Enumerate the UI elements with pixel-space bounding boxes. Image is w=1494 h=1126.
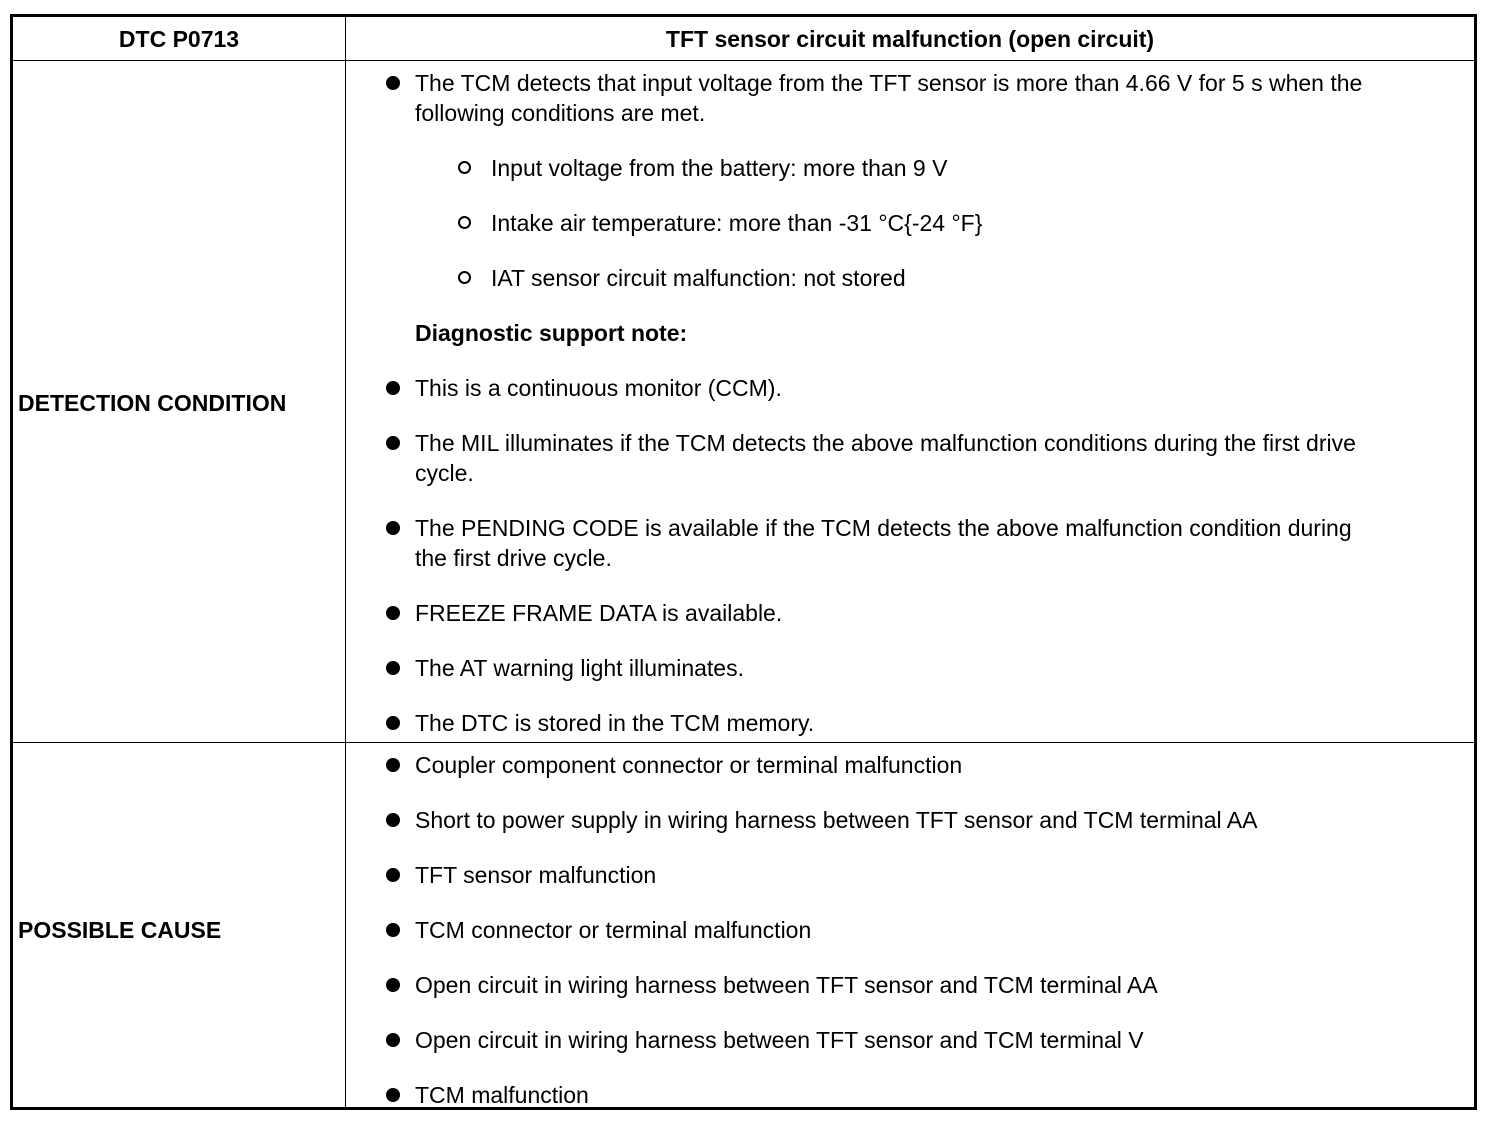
possible-cause-label: POSSIBLE CAUSE — [18, 917, 222, 943]
bullet-icon — [386, 1088, 400, 1102]
note-pending-line-2: the first drive cycle. — [415, 545, 612, 571]
sub-bullet-icon — [458, 161, 471, 174]
cause-tft-sensor: TFT sensor malfunction — [415, 862, 657, 888]
bullet-icon — [386, 76, 400, 90]
dtc-table — [10, 14, 1477, 1110]
bullet-icon — [386, 606, 400, 620]
note-dtc-stored: The DTC is stored in the TCM memory. — [415, 710, 815, 736]
cause-open-v: Open circuit in wiring harness between TFT sensor and TCM terminal V — [415, 1027, 1144, 1053]
bullet-icon — [386, 978, 400, 992]
bullet-icon — [386, 758, 400, 772]
bullet-icon — [386, 868, 400, 882]
cause-coupler: Coupler component connector or terminal malfunction — [415, 752, 963, 778]
bullet-icon — [386, 436, 400, 450]
diagnostic-note-label: Diagnostic support note: — [415, 320, 688, 346]
note-mil-line-1: The MIL illuminates if the TCM detects the above malfunction conditions during the first drive — [415, 430, 1356, 456]
bullet-icon — [386, 521, 400, 535]
bullet-icon — [386, 716, 400, 730]
note-mil-line-2: cycle. — [415, 460, 474, 486]
condition-battery: Input voltage from the battery: more than 9 V — [491, 155, 948, 181]
note-freeze-frame: FREEZE FRAME DATA is available. — [415, 600, 783, 626]
detection-main-line-2: following conditions are met. — [415, 100, 706, 126]
cause-tcm-connector: TCM connector or terminal malfunction — [415, 917, 812, 943]
dtc-title: TFT sensor circuit malfunction (open circuit) — [665, 25, 1155, 52]
cause-short-power: Short to power supply in wiring harness between TFT sensor and TCM terminal AA — [415, 807, 1258, 833]
cause-open-aa: Open circuit in wiring harness between TFT sensor and TCM terminal AA — [415, 972, 1158, 998]
row-divider — [13, 742, 1474, 743]
note-continuous-monitor: This is a continuous monitor (CCM). — [415, 375, 782, 401]
cause-tcm: TCM malfunction — [415, 1082, 589, 1108]
note-pending-line-1: The PENDING CODE is available if the TCM detects the above malfunction condition during — [415, 515, 1352, 541]
bullet-icon — [386, 923, 400, 937]
note-at-warning: The AT warning light illuminates. — [415, 655, 744, 681]
column-divider — [345, 17, 346, 1107]
detection-condition-label: DETECTION CONDITION — [18, 390, 287, 416]
condition-iat: IAT sensor circuit malfunction: not stored — [491, 265, 906, 291]
condition-intake-air: Intake air temperature: more than -31 °C{-24 °F} — [491, 210, 983, 236]
sub-bullet-icon — [458, 271, 471, 284]
bullet-icon — [386, 813, 400, 827]
dtc-code: DTC P0713 — [118, 25, 240, 52]
bullet-icon — [386, 1033, 400, 1047]
detection-main-line-1: The TCM detects that input voltage from the TFT sensor is more than 4.66 V for 5 s when the — [415, 70, 1363, 96]
bullet-icon — [386, 381, 400, 395]
bullet-icon — [386, 661, 400, 675]
sub-bullet-icon — [458, 216, 471, 229]
